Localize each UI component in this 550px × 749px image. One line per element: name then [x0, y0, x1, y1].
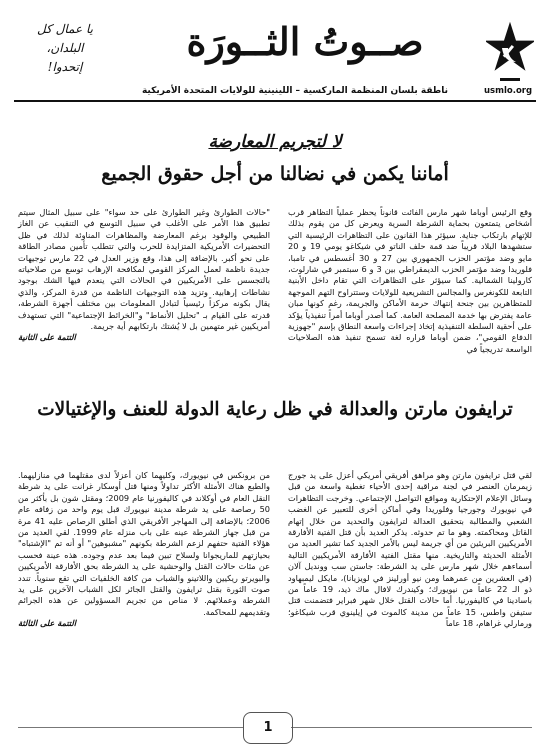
slogan-line: يا عمال كل: [37, 22, 93, 36]
article1-title: أماننا يكمن في نضالنا من أجل حقوق الجميع: [101, 163, 449, 185]
article1-column-right: [288, 207, 532, 355]
masthead-tagline: ناطقة بلسان المنظمة الماركسية – اللينينية للولايات المتحدة الأمريكية: [141, 86, 449, 96]
hammer-sickle-star-logo: [486, 18, 534, 82]
article2-text-left: من برونكس في نيويورك، وكليهما كان أعزلاً لدى مقتلهما في منازليهما. والطبع هناك الأمثلة الأكثر تداولاً ومنها قتل أوسكار غرانت على يد شرطة النقل العام في أوكلاند في كاليفورنيا عام 2009؛ ومقتل شون بل بأكثر من 50 رصاصة على يد شرطة مدينة نيويورك قبل يوم واحد من زفافه عام 2006؛ بالإضافة إلى المهاجر الأفريقي الذي أطلق الرصاص عليه 41 مرة من قبل جهاز الشرطة عينه على باب منزله عام 1999. لقي العديد من هؤلاء الفتية حتفهم لزعم الشرطة بكونهم "مشبوهين" أو أنه تم "الإشتباه" بحيازتهم للماريجوانا ولسلاح تبين فيما بعد عدم وجوده. هذه عينة فحسب عن مئات حالات القتل والوحشية على يد الشرطة بحق الأفارقة الأمريكيين والبويرتو ريكيين واللاتينو والشباب من كافة الخلفيات التي تقع سنوياً. تندد صوت الثورة بقتل ترايفون والقتل الجائر لكل الشباب الآخرين على يد الشرطة وعملائهم. لا مناص من تجريم المسؤولين عن هذه الجرائم وتقديمهم للمحاكمة.: [18, 470, 271, 617]
article1-continued-note: التتمة على الثانية: [18, 332, 76, 343]
slogan: [20, 20, 110, 77]
article1-column-left: [18, 207, 270, 344]
article2-text-right: لقي قتل ترايفون مارتن وهو مراهق أفريقي أمريكي أعزل على يد جورج زيمرمان العنصر في لجنة مراقبة إحدى الأحياء تغطية واسعة من قبل وسائل الإعلام الإحتكارية ومواقع التواصل الإجتماعي. وخرجت التظاهرات في نيويورك وجورجيا وفلوريدا وفي أماكن أخرى للتعبير عن الغضب الشعبي والمطالبة بتحقيق العدالة لترايفون والتحديد من خلال إتهام القاتل ومحاكمته. وهو ما تم حدوثه. يذكر العديد بأن قتل الفتية الأفارقة الأمريكيين البريئين من أي جريمة ليس بالأمر الجديد كما تشير العديد من الأمثلة الحديثة والتاريخية. منها مقتل الفتية الأفارقة الأمريكيين التالية أسماءهم خلال شهر مارس على يد الشرطة: جاستن سب وونديل آلان (في العشرين من عمرهما ومن نيو أورلينز في لويزيانا)، مايكل ليمبهاود ذو الـ 22 عاماً من نيويورك؛ وكيندرك لافال ماك ذيد، 19 عاماً من باسادينا في كاليفورنيا. أما حالات القتل خلال شهر فبراير فتضمنت قتل ستيفن واطس، 15 عاماً من مدينة كالموت في إيلينوي قرب شيكاغو؛ ورمارلي غراهام، 18 عاماً: [288, 470, 532, 629]
masthead-rule: [14, 100, 536, 102]
article2-title: ترايفون مارتن والعدالة في ظل رعاية الدولة للعنف والإغتيالات: [37, 399, 513, 420]
article2-continued-note: التتمة على الثالثة: [18, 618, 77, 629]
page-number: 1: [243, 712, 293, 744]
article1-text-left: "حالات الطوارئ وغير الطوارئ على حد سواء" على سبيل المثال سيتم تطبيق هذا الأمر على الأغلب في سبيل التوسع في التنقيب عن الغاز الطبيعي والوقود برغم المعارضة والمظاهرات المناوئة لذلك في ظل التحضيرات الأمريكية المتزايدة للحرب والتي تتطلب تأمين مصادر الطاقة على نحو أكبر. بالإضافة إلى هذا، وقع وزير العدل في 22 مارس توجيهات جديدة ناظمة لعمل المركز القومي لمكافحة الإرهاب توسع من صلاحياته بالتجسس على الأمريكيين في الحالات التي ينعدم فيها الشك بوجود نشاطات إرهابية. وتزيد هذه التوجيهات الناظمة من قدرة المركز، والذي يقال بكونه مركزاً رئيسياً لتبادل المعلومات بين مختلف أجهزة الشرطة، قدرته على القيام بـ "تحليل الأنماط" و"الخرائط الإجتماعية" التي تستهدف أمريكيين غير متهمين بل لا يُشتك بارتكابهم أية جريمة.: [18, 207, 270, 332]
footer-rule: [18, 727, 243, 728]
article1-kicker: لا لتجريم المعارضة: [208, 132, 342, 152]
article2-column-right: [288, 470, 532, 630]
footer-rule: [291, 727, 532, 728]
masthead-title: صــوتُ الثــورَة: [186, 19, 424, 64]
site-url: usmlo.org: [484, 86, 533, 96]
slogan-line: البلدان،: [46, 41, 84, 55]
article1-text-right: وقع الرئيس أوباما شهر مارس الفائت قانوناً يحظر عملياً التظاهر قرب أشخاص يتمتعون بحماية الشرطة السرية ويعرض كل من يقوم بذلك للإتهام بارتكاب جناية. سيؤثر هذا القانون على التظاهرات الرئيسية التي ستشهدها البلاد قريباً ضد قمة حلف الناتو في شيكاغو يومي 19 و 20 مايو وضد مؤتمر الحزب الجمهوري بين 27 و 30 أغسطس في تامبا، فلوريدا وضد مؤتمر الحزب الديمقراطي بين 3 و 6 سبتمبر في شارلوت، كارولينا الشمالية. كما سيؤثر على التظاهرات التي تقام داخل الأبنية التابعة للكونغرس والمجالس التشريعية للولايات وستتراوح التهم الموجهة للمتظاهرين بين جنحة إنتهاك حرمة الأماكن والجريمة، رغم كونها مبان عامة يفترض بها خدمة المصلحة العامة. كما أصدر أوباما أمراً تنفيذياً يؤكد على أحقية السلطة التنفيذية إتخاذ إجراءات واسعة النطاق بإسم "جهوزية الدفاع القومي"، ضمن أوباما قراره لغة تسمح تنفيذ هذه الصلاحيات الواسعة تدريجياً في: [288, 207, 532, 354]
slogan-line: إتحدوا!: [47, 60, 83, 74]
article2-column-left: [18, 470, 270, 630]
